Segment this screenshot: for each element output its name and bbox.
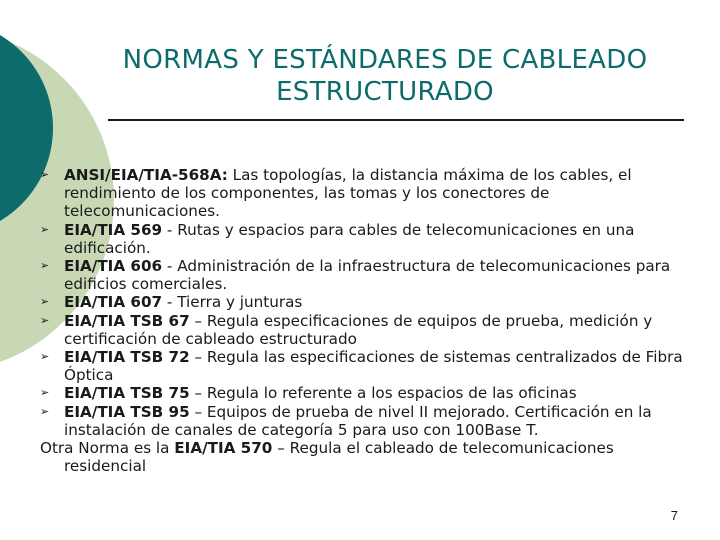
list-item <box>40 403 690 439</box>
footer-description: – Regula el cableado de telecomunicaciones residencial <box>64 439 614 476</box>
standard-description: – Equipos de prueba de nivel II mejorado. Certificación en la instalación de canales de categoría 5 para uso con 100Base T. <box>64 402 652 439</box>
standard-description: - Administración de la infraestructura de telecomunicaciones para edificios comerciales. <box>64 257 671 294</box>
standard-code: EIA/TIA TSB 95 <box>64 402 190 421</box>
standard-description: – Regula lo referente a los espacios de las oficinas <box>189 384 577 403</box>
list-item <box>40 221 690 257</box>
standard-code: EIA/TIA 569 <box>64 220 163 239</box>
standard-code: EIA/TIA 607 <box>64 293 163 312</box>
standard-description: - Rutas y espacios para cables de telecomunicaciones en una edificación. <box>64 220 635 257</box>
arrowhead-bullet-icon: ➢ <box>40 222 50 236</box>
arrowhead-bullet-icon: ➢ <box>40 350 50 364</box>
standard-description: - Tierra y junturas <box>162 293 303 312</box>
list-item <box>40 384 690 402</box>
footer-note <box>40 439 690 475</box>
list-item <box>40 166 690 221</box>
list-item <box>40 257 690 293</box>
arrowhead-bullet-icon: ➢ <box>40 295 50 309</box>
arrowhead-bullet-icon: ➢ <box>40 404 50 418</box>
page-number: 7 <box>670 508 678 523</box>
standards-list <box>40 166 690 475</box>
standard-description: – Regula las especificaciones de sistemas centralizados de Fibra Óptica <box>64 348 683 385</box>
standard-code: EIA/TIA TSB 72 <box>64 348 190 367</box>
standard-code: ANSI/EIA/TIA-568A: <box>64 166 228 184</box>
standard-description: Las topologías, la distancia máxima de los cables, el rendimiento de los componentes, las tomas y los conectores de telecomunicaciones. <box>64 166 632 221</box>
footer-standard-code: EIA/TIA 570 <box>174 439 273 458</box>
list-item <box>40 293 690 311</box>
slide-title-line-2: ESTRUCTURADO <box>276 77 494 107</box>
arrowhead-bullet-icon: ➢ <box>40 259 50 273</box>
arrowhead-bullet-icon: ➢ <box>40 313 50 327</box>
standard-code: EIA/TIA TSB 75 <box>64 384 190 403</box>
slide-title <box>60 44 710 108</box>
standard-code: EIA/TIA TSB 67 <box>64 311 190 330</box>
arrowhead-bullet-icon: ➢ <box>40 168 50 181</box>
standard-description: – Regula especificaciones de equipos de prueba, medición y certificación de cableado estructurado <box>64 311 653 348</box>
list-item <box>40 312 690 348</box>
standard-code: EIA/TIA 606 <box>64 257 163 276</box>
list-item <box>40 348 690 384</box>
footer-prefix: Otra Norma es la <box>40 439 175 458</box>
title-divider <box>108 119 684 121</box>
slide-title-line-1: NORMAS Y ESTÁNDARES DE CABLEADO <box>122 45 648 75</box>
arrowhead-bullet-icon: ➢ <box>40 386 50 400</box>
